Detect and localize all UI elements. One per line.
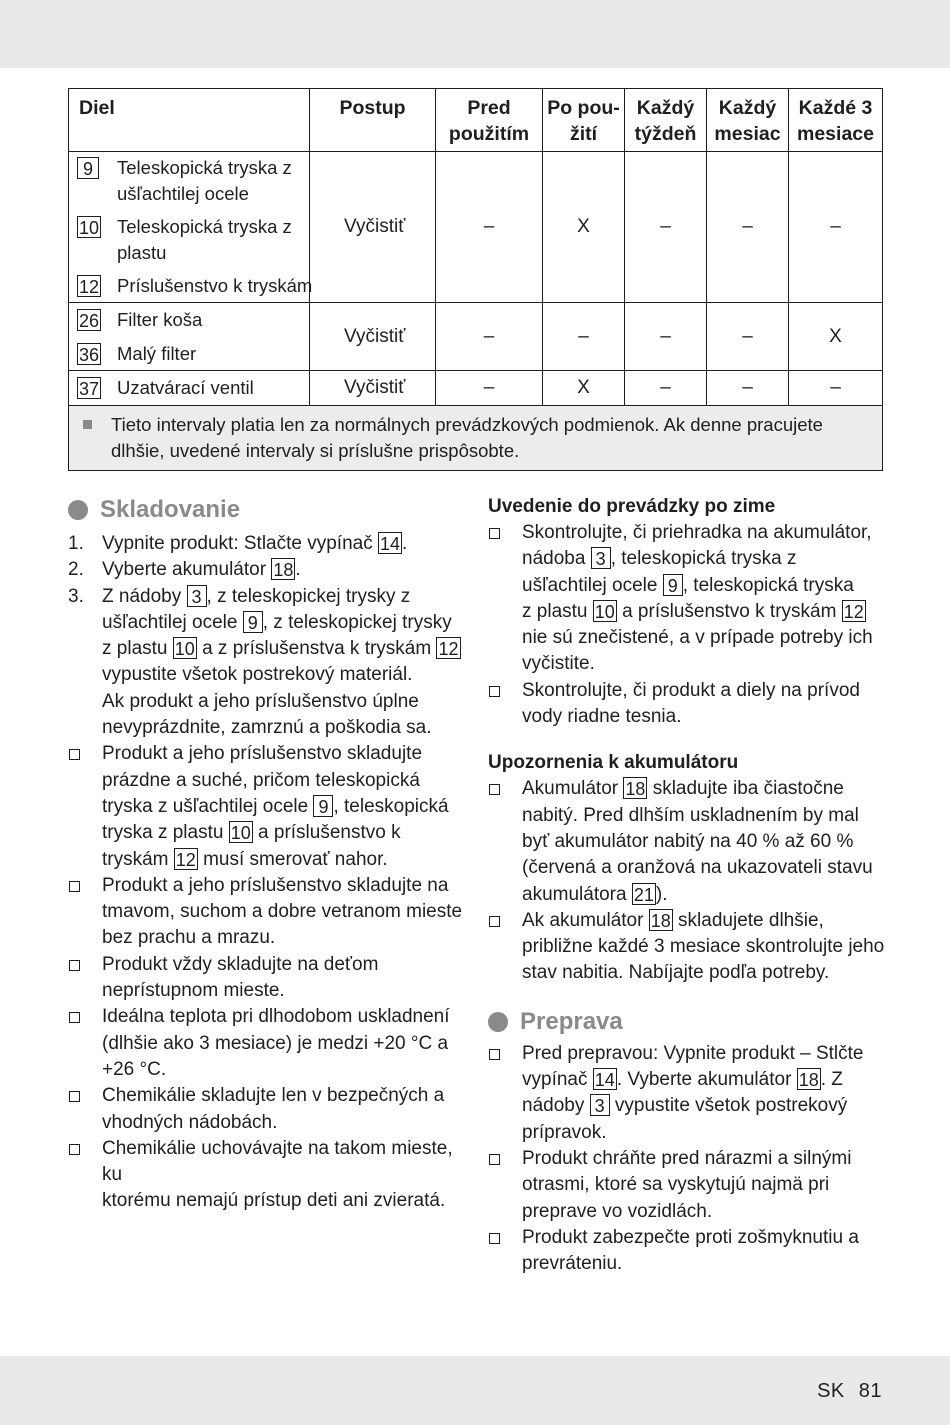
list-item: Produkt vždy skladujte na deťom neprístupnom mieste. <box>68 952 468 1005</box>
checkbox-icon <box>69 960 80 971</box>
checkbox-icon <box>489 686 500 697</box>
list-item: Chemikálie uchovávajte na takom mieste, ku ktorému nemajú prístup deti ani zvieratá. <box>68 1136 468 1215</box>
interval-cell: – <box>706 371 788 405</box>
part-number: 10 <box>79 218 100 238</box>
checkbox-icon <box>489 528 500 539</box>
section-heading-skladovanie: Skladovanie <box>68 495 468 525</box>
table-row <box>69 152 882 303</box>
ref-box: 12 <box>843 601 864 622</box>
interval-cell: – <box>435 371 542 405</box>
section-heading-preprava: Preprava <box>488 1007 888 1037</box>
part-name: Teleskopická tryska z <box>117 216 292 237</box>
left-column <box>68 495 468 1215</box>
interval-cell: X <box>788 303 882 370</box>
bottom-band <box>0 1356 950 1425</box>
checkbox-icon <box>489 1233 500 1244</box>
header-po: Po pou- žití <box>542 89 624 151</box>
header-3-mesiace: Každé 3 mesiace <box>788 89 882 151</box>
interval-cell: – <box>624 303 706 370</box>
table-header-row <box>69 89 882 152</box>
checkbox-icon <box>69 749 80 760</box>
square-bullet-icon <box>83 420 92 429</box>
header-tyzden: Každý týždeň <box>624 89 706 151</box>
table-row <box>69 303 882 371</box>
part-name: Filter koša <box>117 309 203 330</box>
ref-box: 10 <box>230 823 251 844</box>
list-item: Produkt a jeho príslušenstvo skladujte prázdne a suché, pričom teleskopická tryska z ušľachtilej ocele 9 , teleskopická tryska z plastu 10 a príslušenstvo k tryskám 12 musí smerovať nahor. <box>68 741 468 872</box>
list-item: Produkt chráňte pred nárazmi a silnými otrasmi, ktoré sa vyskytujú najmä pri preprave vo vozidlách. <box>488 1146 888 1225</box>
list-item: Produkt zabezpečte proti zošmyknutiu a prevráteniu. <box>488 1225 888 1278</box>
ref-box: 14 <box>380 534 401 554</box>
ref-box: 10 <box>594 601 615 622</box>
part-name: Uzatvárací ventil <box>117 377 254 398</box>
list-item: Ak akumulátor 18 skladujete dlhšie, približne každé 3 mesiace skontrolujte jeho stav nabitia. Nabíjajte podľa potreby. <box>488 908 888 987</box>
list-item: Skontrolujte, či priehradka na akumulátor, nádoba 3 , teleskopická tryska z ušľachtilej ocele 9 , teleskopická tryska z plastu 10 a príslušenstvo k tryskám 12 nie sú znečistené, a v prípade potreby ich vyčistite. <box>488 520 888 678</box>
part-number: 37 <box>79 379 100 399</box>
part-item <box>77 341 197 367</box>
list-item: 3. Z nádoby 3 , z teleskopickej trysky z ušľachtilej ocele 9 , z teleskopickej trysky z plastu 10 a z príslušenstva k tryskám 12 vypustite všetok postrekový materiál. Ak produkt a jeho príslušenstvo úplne nevyprázdnite, zamrznú a poškodia sa. <box>68 585 459 739</box>
checkbox-icon <box>489 916 500 927</box>
ref-box: 9 <box>313 795 333 817</box>
list-item: Akumulátor 18 skladujte iba čiastočne nabitý. Pred dlhším uskladnením by mal byť akumulátor nabitý na 40 % až 60 % (červená a oranžová na ukazovateli stavu akumulátora 21 ). <box>488 776 888 907</box>
part-number: 9 <box>77 157 99 179</box>
interval-cell: – <box>624 152 706 302</box>
interval-cell: – <box>624 371 706 405</box>
interval-cell: – <box>435 303 542 370</box>
subheading-winter: Uvedenie do prevádzky po zime <box>488 496 776 517</box>
list-item: 2. Vyberte akumulátor 18 . <box>68 559 301 581</box>
header-diel: Diel <box>79 97 115 119</box>
ref-box: 12 <box>175 849 196 870</box>
part-name: Príslušenstvo k tryskám <box>117 275 313 296</box>
part-number: 26 <box>79 311 100 331</box>
ref-box: 12 <box>438 639 459 660</box>
subheading-battery: Upozornenia k akumulátoru <box>488 752 739 774</box>
table-row <box>69 371 882 406</box>
page-footer <box>817 1380 882 1403</box>
list-item: Pred prepravou: Vypnite produkt – Stlčte vypínač 14 . Vyberte akumulátor 18 . Z nádoby 3 vypustite všetok postrekový prípravok. <box>488 1041 888 1146</box>
interval-cell: – <box>788 371 882 405</box>
checkbox-icon <box>489 1154 500 1165</box>
page-number: 81 <box>858 1380 882 1402</box>
list-item: Produkt a jeho príslušenstvo skladujte na tmavom, suchom a dobre vetranom mieste bez prachu a mrazu. <box>68 873 468 952</box>
top-band <box>0 0 950 68</box>
header-postup: Postup <box>309 89 435 151</box>
list-item: Chemikálie skladujte len v bezpečných a vhodných nádobách. <box>68 1083 468 1136</box>
maintenance-table <box>68 88 883 471</box>
language-code: SK <box>817 1380 845 1402</box>
ref-box: 21 <box>633 884 654 905</box>
ref-box: 14 <box>594 1070 615 1091</box>
part-item <box>77 375 254 401</box>
ref-box: 9 <box>243 611 263 633</box>
checkbox-icon <box>69 881 80 892</box>
part-item <box>77 307 203 333</box>
interval-cell: – <box>706 152 788 302</box>
list-item: Skontrolujte, či produkt a diely na prívod vody riadne tesnia. <box>488 678 888 731</box>
interval-cell: – <box>788 152 882 302</box>
procedure-cell: Vyčistiť <box>309 152 435 302</box>
header-mesiac: Každý mesiac <box>706 89 788 151</box>
part-name: Malý filter <box>117 343 197 364</box>
circle-bullet-icon <box>68 500 88 520</box>
header-pred: Pred použitím <box>435 89 542 151</box>
checkbox-icon <box>69 1091 80 1102</box>
procedure-cell: Vyčistiť <box>309 371 435 405</box>
procedure-cell: Vyčistiť <box>309 303 435 370</box>
ref-box: 10 <box>174 639 195 660</box>
parts-cell <box>69 152 313 302</box>
interval-cell: X <box>542 152 624 302</box>
interval-cell: – <box>706 303 788 370</box>
part-item: 10 Teleskopická tryska z plastu <box>79 216 292 263</box>
ref-box: 9 <box>663 574 683 596</box>
ref-box: 3 <box>591 547 611 569</box>
ref-box: 3 <box>590 1094 610 1116</box>
checkbox-icon <box>489 784 500 795</box>
circle-bullet-icon <box>488 1012 508 1032</box>
checkbox-icon <box>69 1012 80 1023</box>
list-item: Ideálna teplota pri dlhodobom uskladnení (dlhšie ako 3 mesiace) je medzi +20 °C a +26 °C. <box>68 1004 468 1083</box>
interval-cell: X <box>542 371 624 405</box>
interval-cell: – <box>542 303 624 370</box>
parts-cell <box>69 371 309 405</box>
part-item: 9 Teleskopická tryska z ušľachtilej ocele <box>77 155 99 181</box>
ref-box: 18 <box>798 1070 819 1091</box>
part-name: Teleskopická tryska z <box>117 157 292 178</box>
interval-cell: – <box>435 152 542 302</box>
list-item: 1. Vypnite produkt: Stlačte vypínač 14 . <box>68 533 408 554</box>
part-item <box>77 273 313 299</box>
ref-box: 18 <box>650 910 671 931</box>
right-column <box>488 494 888 1277</box>
checkbox-icon <box>489 1049 500 1060</box>
table-note: Tieto intervaly platia len za normálnych prevádzkových podmienok. Ak denne pracujete dlhšie, uvedené intervaly si príslušne prispôsobte. <box>69 406 882 470</box>
checkbox-icon <box>69 1144 80 1155</box>
ref-box: 18 <box>273 560 294 581</box>
ref-box: 18 <box>625 779 646 800</box>
part-number: 36 <box>79 345 100 365</box>
ref-box: 3 <box>187 585 207 607</box>
parts-cell <box>69 303 309 370</box>
part-number: 12 <box>79 277 100 297</box>
